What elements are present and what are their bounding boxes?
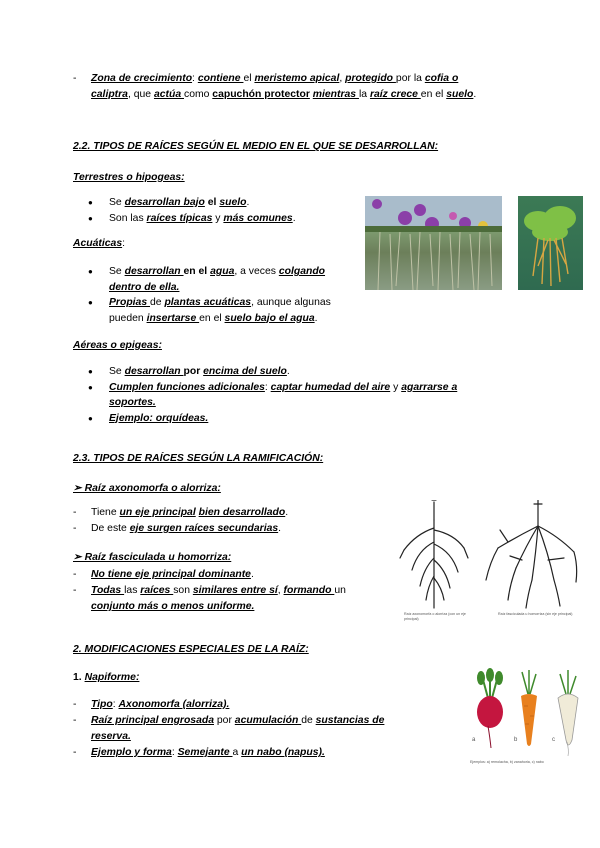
text: , aunque algunas xyxy=(251,297,331,308)
list-item xyxy=(73,71,523,102)
term: raíces típicas xyxy=(146,212,213,224)
axonomorfa-label: ➢ Raíz axonomorfa o alorriza: xyxy=(73,483,221,494)
list-item xyxy=(73,713,403,745)
text: . xyxy=(292,212,296,224)
acuaticas-list xyxy=(73,264,363,326)
orchid-aerial-roots-image xyxy=(365,196,502,290)
term: meristemo apical xyxy=(254,73,340,84)
root-types-illustration xyxy=(398,500,578,628)
term: colgando xyxy=(278,266,326,277)
label: Napiforme: xyxy=(84,672,140,683)
text: . xyxy=(250,569,254,580)
text: Son las xyxy=(109,212,147,224)
number: 1. xyxy=(73,672,85,683)
text: el xyxy=(243,73,255,84)
term: un nabo (napus). xyxy=(241,747,325,758)
term: Todas xyxy=(91,585,125,596)
term: agua xyxy=(210,266,235,277)
napiform-drawings xyxy=(468,668,586,760)
term: mientras xyxy=(312,88,359,100)
term: Raíz principal engrosada xyxy=(91,715,214,726)
term: raíces xyxy=(140,585,174,596)
term: Semejante xyxy=(177,747,233,758)
term: suelo xyxy=(219,197,247,208)
acuaticas-label xyxy=(73,238,125,249)
section-title-modificaciones: 2. MODIFICACIONES ESPECIALES DE LA RAÍZ: xyxy=(73,644,309,655)
term: cofia o xyxy=(424,73,459,84)
label-b: b xyxy=(514,737,518,743)
text: , xyxy=(339,73,346,84)
term: agarrarse a xyxy=(401,381,458,393)
taproot-caption: Raíz axonomorfa o alorriza (con un eje principal) xyxy=(404,612,466,621)
text: . xyxy=(473,88,477,100)
term: captar humedad del aire xyxy=(270,381,391,393)
text: de xyxy=(150,297,165,308)
term: un eje principal xyxy=(119,507,196,518)
text: la xyxy=(358,88,370,100)
term: conjunto más o menos uniforme. xyxy=(91,601,255,612)
text: : xyxy=(122,238,125,249)
term: formando xyxy=(283,585,335,596)
list-item xyxy=(73,195,353,211)
term: Tipo xyxy=(91,699,113,710)
term: No tiene eje principal dominante xyxy=(91,569,251,580)
fasciculada-label: ➢ Raíz fasciculada u homorriza: xyxy=(73,552,232,563)
aereas-list xyxy=(73,364,493,426)
text: Se xyxy=(109,366,125,377)
text: , xyxy=(277,585,284,596)
text: de xyxy=(301,715,316,726)
term: suelo bajo el agua xyxy=(224,312,315,324)
text: y xyxy=(390,381,402,393)
aquatic-plant-image xyxy=(518,196,583,290)
napiform-caption: Ejemplos: a) remolacha, b) zanahoria, c) nabo xyxy=(470,760,544,764)
term: dentro de ella. xyxy=(109,281,180,293)
term: Ejemplo y forma xyxy=(91,747,172,758)
term: Axonomorfa (alorriza). xyxy=(118,699,230,710)
text: , que xyxy=(127,88,154,100)
term: caliptra xyxy=(91,88,128,100)
text: a xyxy=(232,747,242,758)
label-a: a xyxy=(472,737,476,743)
text: : xyxy=(192,73,198,84)
napiform-roots-illustration xyxy=(468,668,586,770)
text: por xyxy=(183,366,204,377)
text: por la xyxy=(395,73,425,84)
term: Ejemplo: orquídeas. xyxy=(109,412,209,424)
terrestres-label: Terrestres o hipogeas: xyxy=(73,172,185,183)
term: protegido xyxy=(345,73,396,84)
term: desarrollan bajo xyxy=(124,197,205,208)
term: similares entre sí xyxy=(192,585,278,596)
list-item xyxy=(73,583,393,615)
list-item xyxy=(73,380,493,411)
term: acumulación xyxy=(234,715,302,726)
orchid-illustration xyxy=(365,196,502,290)
term: encima del suelo xyxy=(203,366,287,377)
text: pueden xyxy=(109,312,147,324)
text: en el xyxy=(199,312,225,324)
text: . xyxy=(314,312,318,324)
fibrous-caption: Raíz fasciculada u homorriza (sin eje principal) xyxy=(498,612,573,616)
term: eje surgen raíces secundarias xyxy=(129,523,279,534)
text: Se xyxy=(109,266,125,277)
list-item xyxy=(73,411,493,427)
text: en el xyxy=(420,88,447,100)
list-item xyxy=(73,567,393,583)
term: bien desarrollado xyxy=(198,507,286,518)
text: . xyxy=(278,523,282,534)
intro-list xyxy=(73,71,523,102)
axonomorfa-list xyxy=(73,505,373,537)
term: raíz crece xyxy=(369,88,421,100)
term: plantas acuáticas xyxy=(164,297,252,308)
text: por xyxy=(214,715,235,726)
list-item xyxy=(73,211,353,227)
list-item xyxy=(73,745,403,761)
term: sustancias de xyxy=(315,715,385,726)
text: , a veces xyxy=(234,266,279,277)
text: y xyxy=(212,212,224,224)
section-title-2-3: 2.3. TIPOS DE RAÍCES SEGÚN LA RAMIFICACIÓN: xyxy=(73,453,324,464)
term: actúa xyxy=(153,88,184,100)
text: Tiene xyxy=(91,507,120,518)
label-c: c xyxy=(552,737,555,743)
term: Propias xyxy=(109,297,150,308)
list-item xyxy=(73,521,373,537)
text: un xyxy=(334,585,346,596)
term: más comunes xyxy=(223,212,293,224)
term: contiene xyxy=(197,73,244,84)
term: reserva. xyxy=(91,731,131,742)
fasciculada-list xyxy=(73,567,393,615)
term: capuchón protector xyxy=(212,88,310,100)
napiforme-list xyxy=(73,697,403,761)
text: Se xyxy=(109,197,125,208)
term: soportes. xyxy=(109,397,156,408)
section-title-2-2: 2.2. TIPOS DE RAÍCES SEGÚN EL MEDIO EN EL QUE SE DESARROLLAN: xyxy=(73,141,439,152)
text: las xyxy=(124,585,141,596)
list-item xyxy=(73,364,493,380)
text: : xyxy=(264,381,271,393)
aereas-label: Aéreas o epigeas: xyxy=(73,340,162,351)
list-item xyxy=(73,264,363,295)
text: el xyxy=(204,197,220,208)
text: en el xyxy=(183,266,211,277)
term: suelo xyxy=(446,88,474,100)
list-item xyxy=(73,697,403,713)
text: . xyxy=(285,507,289,518)
label: Acuáticas xyxy=(73,238,123,249)
aquatic-illustration xyxy=(518,196,583,290)
root-drawings xyxy=(398,500,578,618)
text: : xyxy=(112,699,119,710)
intro-item xyxy=(73,71,523,102)
term: insertarse xyxy=(146,312,200,324)
terrestres-list xyxy=(73,195,353,226)
term: Zona de crecimiento xyxy=(91,73,193,84)
text: . xyxy=(286,366,290,377)
text: : xyxy=(171,747,178,758)
text: son xyxy=(173,585,193,596)
list-item xyxy=(73,505,373,521)
napiforme-label xyxy=(73,672,139,683)
list-item xyxy=(73,295,363,326)
text: De este xyxy=(91,523,130,534)
text: como xyxy=(184,88,213,100)
term: Cumplen funciones adicionales xyxy=(109,381,265,393)
text: . xyxy=(246,197,250,208)
term: desarrollan xyxy=(124,366,184,377)
term: desarrollan xyxy=(124,266,184,277)
